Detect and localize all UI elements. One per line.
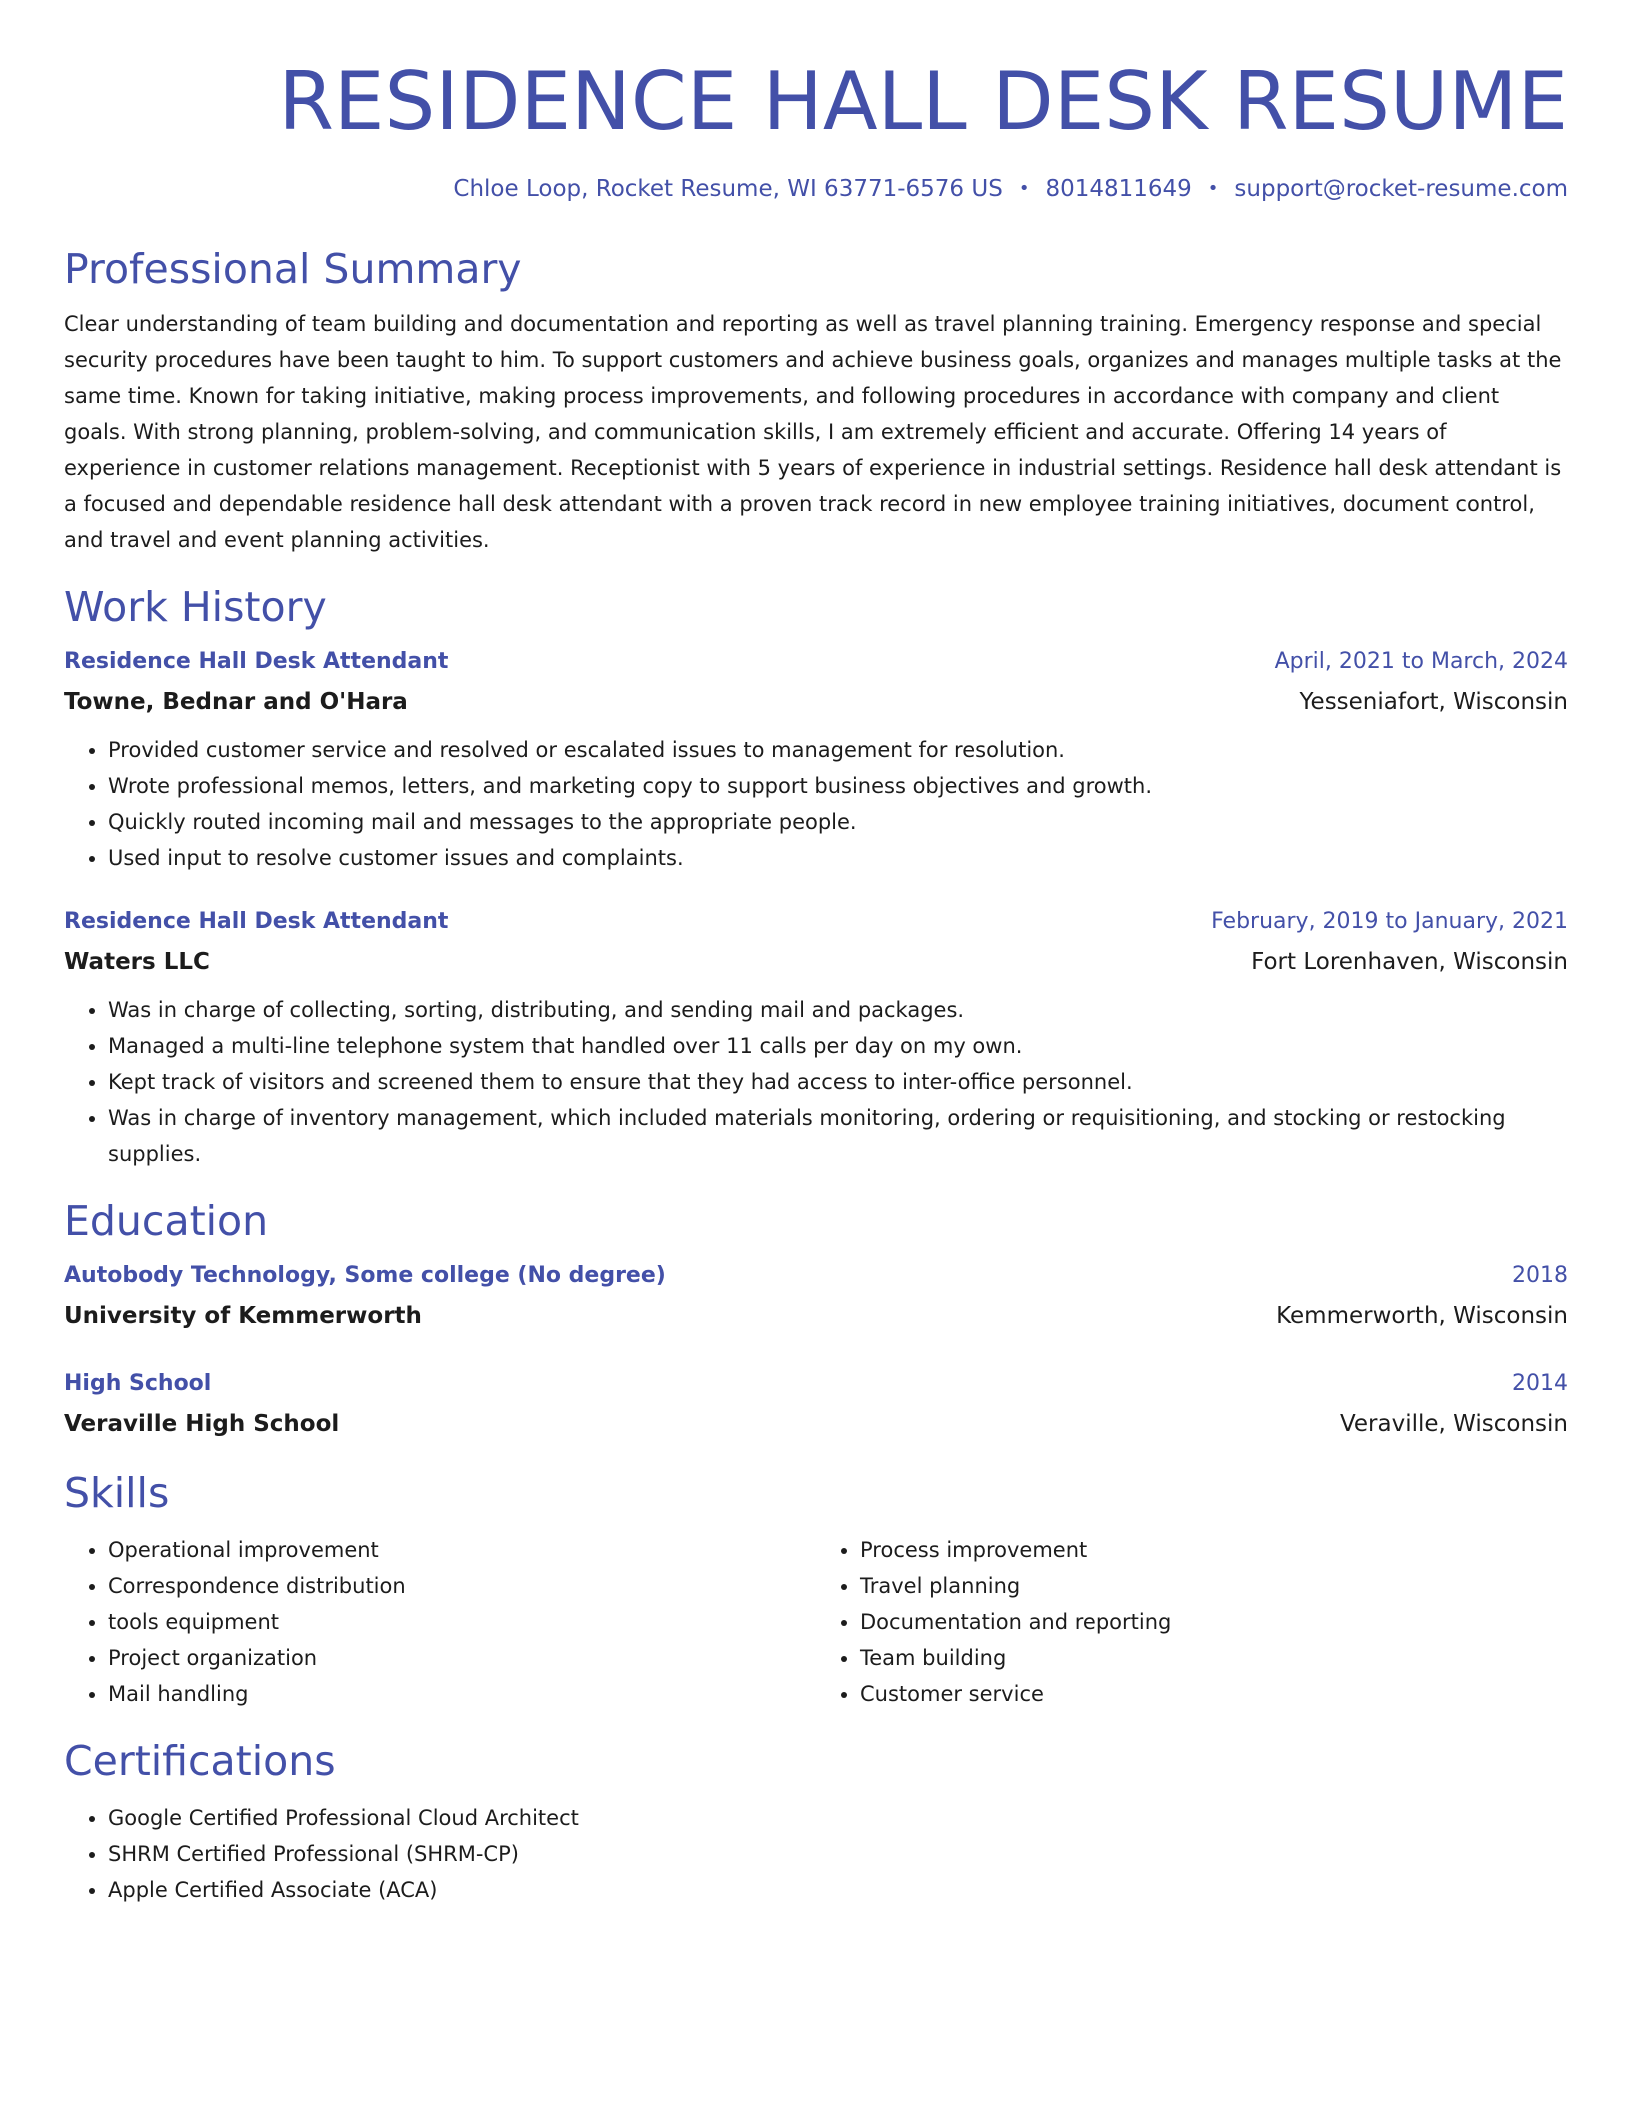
school-row xyxy=(64,1296,1568,1336)
job-title-row xyxy=(64,642,1568,682)
skill-item: • Operational improvement xyxy=(108,1532,816,1568)
job-company-row xyxy=(64,942,1568,982)
job-bullets xyxy=(64,992,1568,1172)
skill-item: • Team building xyxy=(860,1640,1568,1676)
job-location: Yesseniafort, Wisconsin xyxy=(1299,689,1568,715)
contact-phone: 8014811649 xyxy=(1045,176,1192,202)
job-dates: April, 2021 to March, 2024 xyxy=(1274,649,1568,674)
skill-item: • Correspondence distribution xyxy=(108,1568,816,1604)
section-heading: Education xyxy=(64,1197,269,1245)
school-location: Veraville, Wisconsin xyxy=(1339,1411,1568,1437)
graduation-year: 2018 xyxy=(1512,1263,1568,1288)
school-location: Kemmerworth, Wisconsin xyxy=(1276,1303,1568,1329)
list-item: • Used input to resolve customer issues and complaints. xyxy=(108,840,1568,876)
contact-email: support@rocket-resume.com xyxy=(1234,176,1568,202)
resume-title: RESIDENCE HALL DESK RESUME xyxy=(278,55,1568,148)
section-heading: Skills xyxy=(64,1469,170,1517)
section-heading: Certifications xyxy=(64,1737,336,1785)
certification-item: • SHRM Certified Professional (SHRM-CP) xyxy=(108,1836,1568,1872)
list-item: • Quickly routed incoming mail and messages to the appropriate people. xyxy=(108,804,1568,840)
degree-title: Autobody Technology, Some college (No degree) xyxy=(64,1263,666,1288)
job-company: Towne, Bednar and O'Hara xyxy=(64,689,408,715)
summary-text: Clear understanding of team building and documentation and reporting as well as travel planning training. Emergency response and special security procedures have been taught to him. To support customers and achieve business goals, organizes and manages multiple tasks at the same time. Known for taking initiative, making process improvements, and following procedures in accordance with company and client goals. With strong planning, problem-solving, and communication skills, I am extremely efficient and accurate. Offering 14 years of experience in customer relations management. Receptionist with 5 years of experience in industrial settings. Residence hall desk attendant is a focused and dependable residence hall desk attendant with a proven track record in new employee training initiatives, document control, and travel and event planning activities. xyxy=(64,312,1562,552)
school-name: University of Kemmerworth xyxy=(64,1303,422,1329)
skills-column-right xyxy=(816,1532,1568,1712)
contact-line xyxy=(64,172,1568,206)
education-section xyxy=(64,1194,1568,1444)
school-row xyxy=(64,1404,1568,1444)
skill-item: • tools equipment xyxy=(108,1604,816,1640)
skill-item: • Documentation and reporting xyxy=(860,1604,1568,1640)
degree-row xyxy=(64,1364,1568,1404)
skill-item: • Project organization xyxy=(108,1640,816,1676)
job-location: Fort Lorenhaven, Wisconsin xyxy=(1251,949,1568,975)
job-title: Residence Hall Desk Attendant xyxy=(64,649,449,674)
job-company: Waters LLC xyxy=(64,949,210,975)
certifications-list xyxy=(64,1800,1568,1908)
skill-item: • Mail handling xyxy=(108,1676,816,1712)
skills-section xyxy=(64,1466,1568,1712)
skills-grid xyxy=(64,1532,1568,1712)
list-item: • Managed a multi-line telephone system that handled over 11 calls per day on my own. xyxy=(108,1028,1568,1064)
contact-separator: • xyxy=(1018,178,1030,199)
list-item: • Wrote professional memos, letters, and marketing copy to support business objectives and growth. xyxy=(108,768,1568,804)
list-item: • Was in charge of collecting, sorting, distributing, and sending mail and packages. xyxy=(108,992,1568,1028)
education-entry xyxy=(64,1256,1568,1336)
job-title-row xyxy=(64,902,1568,942)
job-entry xyxy=(64,642,1568,876)
school-name: Veraville High School xyxy=(64,1411,340,1437)
education-entry xyxy=(64,1364,1568,1444)
skill-item: • Customer service xyxy=(860,1676,1568,1712)
list-item: • Provided customer service and resolved or escalated issues to management for resolution. xyxy=(108,732,1568,768)
section-heading: Professional Summary xyxy=(64,245,522,293)
job-title: Residence Hall Desk Attendant xyxy=(64,909,449,934)
skills-column-left xyxy=(64,1532,816,1712)
contact-address: Chloe Loop, Rocket Resume, WI 63771-6576 US xyxy=(453,176,1003,202)
degree-row xyxy=(64,1256,1568,1296)
job-dates: February, 2019 to January, 2021 xyxy=(1211,909,1568,934)
certification-item: • Apple Certified Associate (ACA) xyxy=(108,1872,1568,1908)
job-entry xyxy=(64,902,1568,1172)
work-history-section xyxy=(64,580,1568,1172)
contact-separator: • xyxy=(1207,178,1219,199)
section-heading: Work History xyxy=(64,583,327,631)
job-company-row xyxy=(64,682,1568,722)
summary-section xyxy=(64,242,1568,558)
list-item: • Kept track of visitors and screened them to ensure that they had access to inter-office personnel. xyxy=(108,1064,1568,1100)
skill-item: • Process improvement xyxy=(860,1532,1568,1568)
degree-title: High School xyxy=(64,1371,212,1396)
certification-item: • Google Certified Professional Cloud Architect xyxy=(108,1800,1568,1836)
graduation-year: 2014 xyxy=(1512,1371,1568,1396)
list-item: • Was in charge of inventory management, which included materials monitoring, ordering or requisitioning, and stocking or restocking supplies. xyxy=(108,1100,1568,1172)
certifications-section xyxy=(64,1734,1568,1908)
skill-item: • Travel planning xyxy=(860,1568,1568,1604)
resume-header xyxy=(64,0,1568,206)
job-bullets xyxy=(64,732,1568,876)
